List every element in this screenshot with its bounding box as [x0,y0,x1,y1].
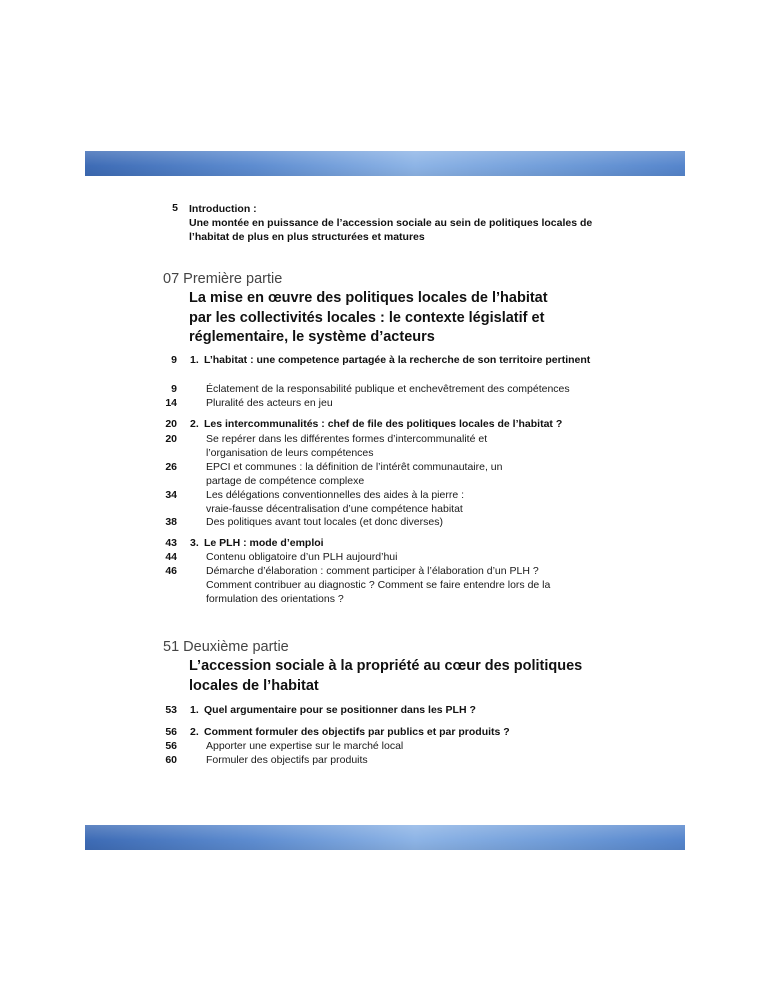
subsection-page-number: 14 [165,397,177,409]
intro-text: Une montée en puissance de l’accession sociale au sein de politiques locales de l’habitat de plus en plus structurées et matures [189,217,593,243]
part-1-label: Première partie [183,271,283,287]
header-band [85,151,685,176]
section-page-number: 9 [171,354,177,366]
subsection-title: Se repérer dans les différentes formes d’intercommunalité et l’organisation de leurs compétences [206,433,488,459]
subsection-title: EPCI et communes : la définition de l’intérêt communautaire, un partage de compétence complexe [206,461,503,487]
subsection-title: Apporter une expertise sur le marché local [206,740,404,752]
section-index: 1. [190,704,199,716]
subsection-title: Formuler des objectifs par produits [206,754,368,766]
part-1-number: 07 [163,271,180,287]
section-title: Les intercommunalités : chef de file des politiques locales de l’habitat ? [204,418,563,430]
section-title: Le PLH : mode d’emploi [204,537,324,549]
subsection-title: Des politiques avant tout locales (et donc diverses) [206,516,443,528]
intro-page-number: 5 [172,202,178,214]
subsection-page-number: 60 [165,754,177,766]
subsection-title: Les délégations conventionnelles des aides à la pierre : vraie-fausse décentralisation d’une compétence habitat [206,489,465,515]
section-page-number: 53 [165,704,177,716]
part-2-title: L’accession sociale à la propriété au cœur des politiques locales de l’habitat [189,658,583,694]
intro-label: Introduction : [189,203,257,215]
part-2-number: 51 [163,639,180,655]
section-title: Comment formuler des objectifs par publics et par produits ? [204,726,510,738]
subsection-title: Éclatement de la responsabilité publique et enchevêtrement des compétences [206,383,570,395]
subsection-title: Démarche d’élaboration : comment participer à l’élaboration d’un PLH ? Comment contribuer au diagnostic ? Comment se faire entendre lors de la formulation des orientations ? [206,565,551,605]
subsection-page-number: 38 [165,516,177,528]
section-page-number: 20 [165,418,177,430]
subsection-title: Pluralité des acteurs en jeu [206,397,333,409]
subsection-page-number: 46 [165,565,177,577]
part-2-header [163,638,643,696]
section-page-number: 56 [165,726,177,738]
section-title: Quel argumentaire pour se positionner dans les PLH ? [204,704,476,716]
subsection-page-number: 9 [171,383,177,395]
section-index: 2. [190,726,199,738]
part-1-header [163,270,643,348]
footer-band [85,825,685,850]
part-2-label: Deuxième partie [183,639,289,655]
section-page-number: 43 [165,537,177,549]
section-title: L’habitat : une competence partagée à la recherche de son territoire pertinent [204,354,591,366]
subsection-page-number: 20 [165,433,177,445]
section-index: 1. [190,354,199,366]
section-index: 3. [190,537,199,549]
part-1-title: La mise en œuvre des politiques locales de l’habitat par les collectivités locales : le contexte législatif et réglementaire, le système d’acteurs [189,290,548,345]
subsection-page-number: 34 [165,489,177,501]
subsection-page-number: 44 [165,551,177,563]
subsection-page-number: 56 [165,740,177,752]
subsection-page-number: 26 [165,461,177,473]
section-index: 2. [190,418,199,430]
subsection-title: Contenu obligatoire d’un PLH aujourd’hui [206,551,398,563]
